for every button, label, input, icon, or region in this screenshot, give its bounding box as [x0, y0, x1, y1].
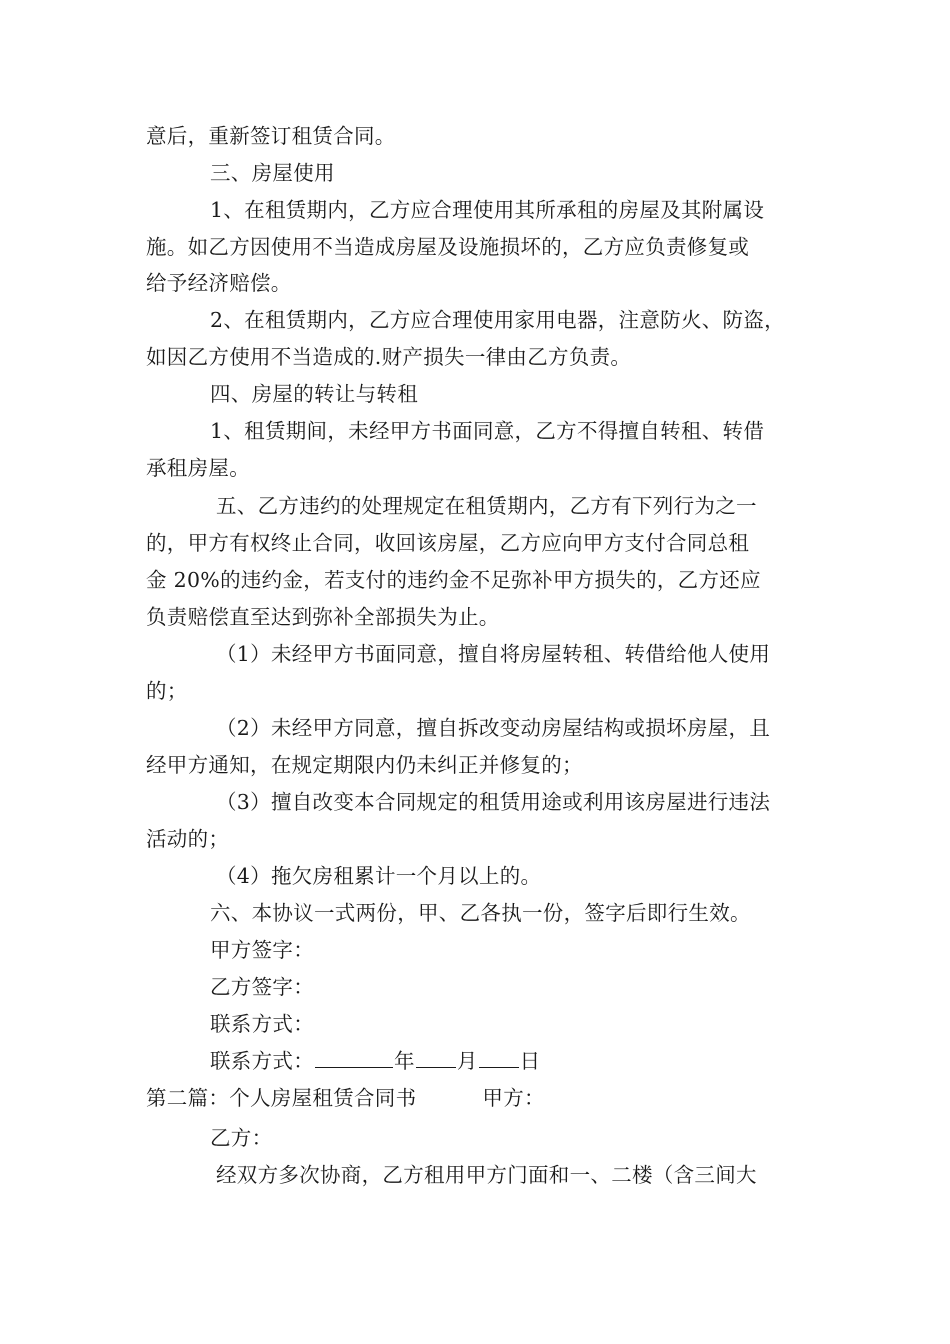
paragraph-line: 1、租赁期间，未经甲方书面同意，乙方不得擅自转租、转借 [210, 419, 765, 443]
paragraph-line: 金 20%的违约金，若支付的违约金不足弥补甲方损失的，乙方还应 [146, 568, 761, 592]
contact-field: 联系方式： [210, 1012, 314, 1036]
paragraph-line: 经双方多次协商，乙方租用甲方门面和一、二楼（含三间大 [216, 1163, 757, 1187]
year-label: 年 [394, 1049, 415, 1073]
section-two-heading [146, 1084, 545, 1112]
list-item: （4）拖欠房租累计一个月以上的。 [216, 864, 542, 888]
paragraph-line: 的； [146, 679, 188, 703]
paragraph-line: 承租房屋。 [146, 456, 250, 480]
list-item: （2）未经甲方同意，擅自拆改变动房屋结构或损坏房屋，且 [216, 716, 771, 740]
paragraph-line: 活动的； [146, 827, 230, 851]
paragraph-line: 的，甲方有权终止合同，收回该房屋，乙方应向甲方支付合同总租 [146, 531, 750, 555]
signature-field-party-b: 乙方签字： [210, 975, 314, 999]
section-two-title: 第二篇：个人房屋租赁合同书 [146, 1086, 417, 1110]
day-label: 日 [519, 1049, 541, 1073]
paragraph-line: 意后，重新签订租赁合同。 [146, 124, 396, 148]
section-heading: 五、乙方违约的处理规定在租赁期内，乙方有下列行为之一 [216, 494, 757, 518]
day-blank [479, 1047, 519, 1068]
section-heading: 三、房屋使用 [210, 161, 335, 185]
party-b-label: 乙方： [210, 1126, 273, 1150]
date-line-label: 联系方式： [210, 1049, 314, 1073]
paragraph-line: 施。如乙方因使用不当造成房屋及设施损坏的，乙方应负责修复或 [146, 235, 750, 259]
paragraph-line: 负责赔偿直至达到弥补全部损失为止。 [146, 605, 500, 629]
paragraph-line: 2、在租赁期内，乙方应合理使用家用电器，注意防火、防盗， [210, 308, 785, 332]
month-label: 月 [456, 1049, 478, 1073]
month-blank [416, 1047, 456, 1068]
list-item: （3）擅自改变本合同规定的租赁用途或利用该房屋进行违法 [216, 790, 771, 814]
paragraph-line: 如因乙方使用不当造成的.财产损失一律由乙方负责。 [146, 345, 632, 369]
paragraph-line: 经甲方通知，在规定期限内仍未纠正并修复的； [146, 753, 583, 777]
section-heading: 四、房屋的转让与转租 [210, 382, 418, 406]
party-a-label: 甲方： [482, 1086, 545, 1110]
year-blank [315, 1047, 393, 1068]
date-line [210, 1047, 540, 1075]
list-item: （1）未经甲方书面同意，擅自将房屋转租、转借给他人使用 [216, 642, 771, 666]
section-heading: 六、本协议一式两份，甲、乙各执一份，签字后即行生效。 [210, 901, 751, 925]
signature-field-party-a: 甲方签字： [210, 938, 314, 962]
paragraph-line: 给予经济赔偿。 [146, 271, 292, 295]
paragraph-line: 1、在租赁期内，乙方应合理使用其所承租的房屋及其附属设 [210, 198, 765, 222]
